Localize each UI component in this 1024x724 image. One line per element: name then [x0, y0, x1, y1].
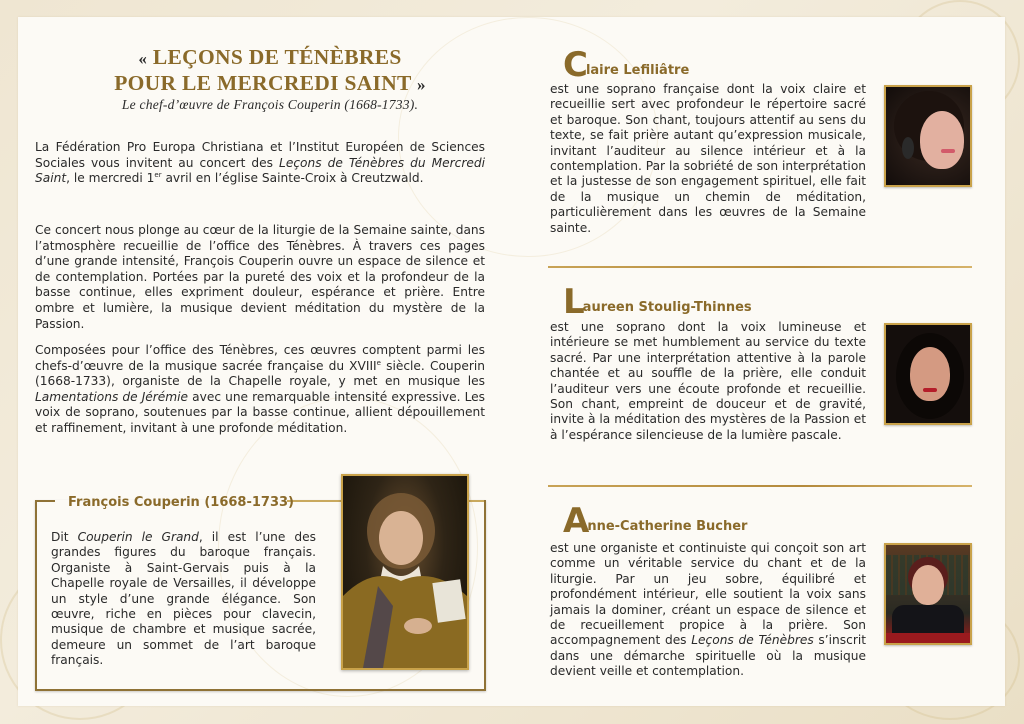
text-run: avril en l’église Sainte-Croix à Creutzwald. — [161, 171, 424, 186]
text-run: , il est l’une des grandes figures du baroque français. Organiste à Saint-Gervais puis à la Chapelle royale de Versailles, il développe un style d’une grande élégance. Son œuvre, riche en pièces pour clavecin, musique de chambre et musique sacrée, demeure un sommet de l’art baroque français. — [51, 530, 317, 668]
text-run: Composées pour l’office des Ténèbres, ces œuvres comptent parmi les chefs-d’œuvre de la musique sacrée française du XVIII — [35, 343, 485, 373]
text-run: Dit — [51, 530, 78, 544]
italic-nickname: Couperin le Grand — [77, 530, 199, 544]
text-run: , le mercredi 1 — [66, 171, 155, 186]
couperin-box-text — [51, 530, 316, 669]
performer-photo — [884, 323, 972, 425]
text-run: La Fédération Pro Europa Christiana et l’Institut Européen de Sciences Sociales vous invitent au concert des — [35, 140, 485, 170]
performer-bio: est une soprano dont la voix lumineuse et intérieure se met humblement au service du texte sacré. Par une interprétation attentive à la parole chantée et au souffle de la prière, elle conduit l’auditeur vers une écoute profonde et recueillie. Son chant, empreint de douceur et de gravité, invite à la méditation des mystères de la Passion et à l’espérance silencieuse de la lumière pascale. — [550, 320, 866, 442]
intro-paragraph-2: Ce concert nous plonge au cœur de la liturgie de la Semaine sainte, dans l’atmosphère recueillie de l’office des Ténèbres. À travers ces pages d’une grande intensité, François Couperin ouvre un espace de silence et de contemplation. Portées par la pureté des voix et la profondeur de la basse continue, elles expriment douleur, espérance et prière. Entre ombre et lumière, la musique devient méditation du mystère de la Passion. — [35, 223, 485, 331]
open-quote: « — [138, 49, 148, 68]
performer-bio — [550, 541, 866, 680]
text-run: s’inscrit dans une démarche spirituelle où la musique devient veille et contemplation. — [550, 633, 866, 679]
performer-name — [563, 45, 690, 85]
italic-title: Leçons de Ténèbres — [691, 633, 814, 648]
close-quote: » — [416, 75, 426, 94]
superscript: e — [376, 358, 381, 367]
drop-initial: C — [563, 45, 586, 85]
section-divider — [548, 266, 972, 268]
page-title — [80, 45, 460, 97]
text-run: siècle. Couperin (1668-1733), organiste de la Chapelle royale, y met en musique les — [35, 358, 485, 389]
performer-name — [563, 282, 752, 322]
drop-initial: L — [563, 282, 583, 322]
title-line-2: POUR LE MERCREDI SAINT — [114, 71, 412, 95]
drop-initial: A — [563, 501, 588, 541]
intro-paragraph-1 — [35, 140, 485, 187]
superscript: er — [154, 171, 162, 180]
intro-paragraph-3 — [35, 343, 485, 437]
name-text: aureen Stoulig-Thinnes — [582, 300, 752, 315]
performer-name — [563, 501, 748, 541]
couperin-portrait — [341, 474, 469, 670]
italic-title: Lamentations de Jérémie — [35, 389, 189, 404]
performer-photo — [884, 543, 972, 645]
name-text: nne-Catherine Bucher — [587, 519, 748, 534]
text-run: avec une remarquable intensité expressive. Les voix de soprano, soutenues par la basse continue, allient dépouillement et raffinement, invitant à une profonde méditation. — [35, 389, 485, 435]
title-line-1: LEÇONS DE TÉNÈBRES — [152, 45, 402, 69]
performer-photo — [884, 85, 972, 187]
section-divider — [548, 485, 972, 487]
couperin-box-title: François Couperin (1668-1733) — [68, 495, 294, 510]
text-run: est une organiste et continuiste qui conçoit son art comme un véritable service du chant et de la liturgie. Par un jeu sobre, équilibré et profondément intérieur, elle soutient la voix sans jamais la dominer, créant un espace de silence et de recueillement propice à la prière. Son accompagnement des — [550, 541, 866, 648]
box-border-segment — [35, 500, 55, 502]
name-text: laire Lefiliâtre — [585, 63, 690, 78]
italic-title: Leçons de Ténèbres du Mercredi Saint — [35, 155, 485, 186]
portrait-painting — [343, 476, 467, 668]
performer-bio: est une soprano française dont la voix claire et recueillie sert avec profondeur le répertoire sacré et baroque. Son chant, toujours attentif au sens du texte, se fait prière autant qu’expression musicale, invitant l’auditeur au silence intérieur et à la contemplation. Par la sobriété de son interprétation et la justesse de son engagement spirituel, elle fait de la musique un chemin de méditation, particulièrement dans les œuvres de la Semaine sainte. — [550, 82, 866, 235]
page-subtitle: Le chef-d’œuvre de François Couperin (1668-1733). — [121, 97, 419, 112]
